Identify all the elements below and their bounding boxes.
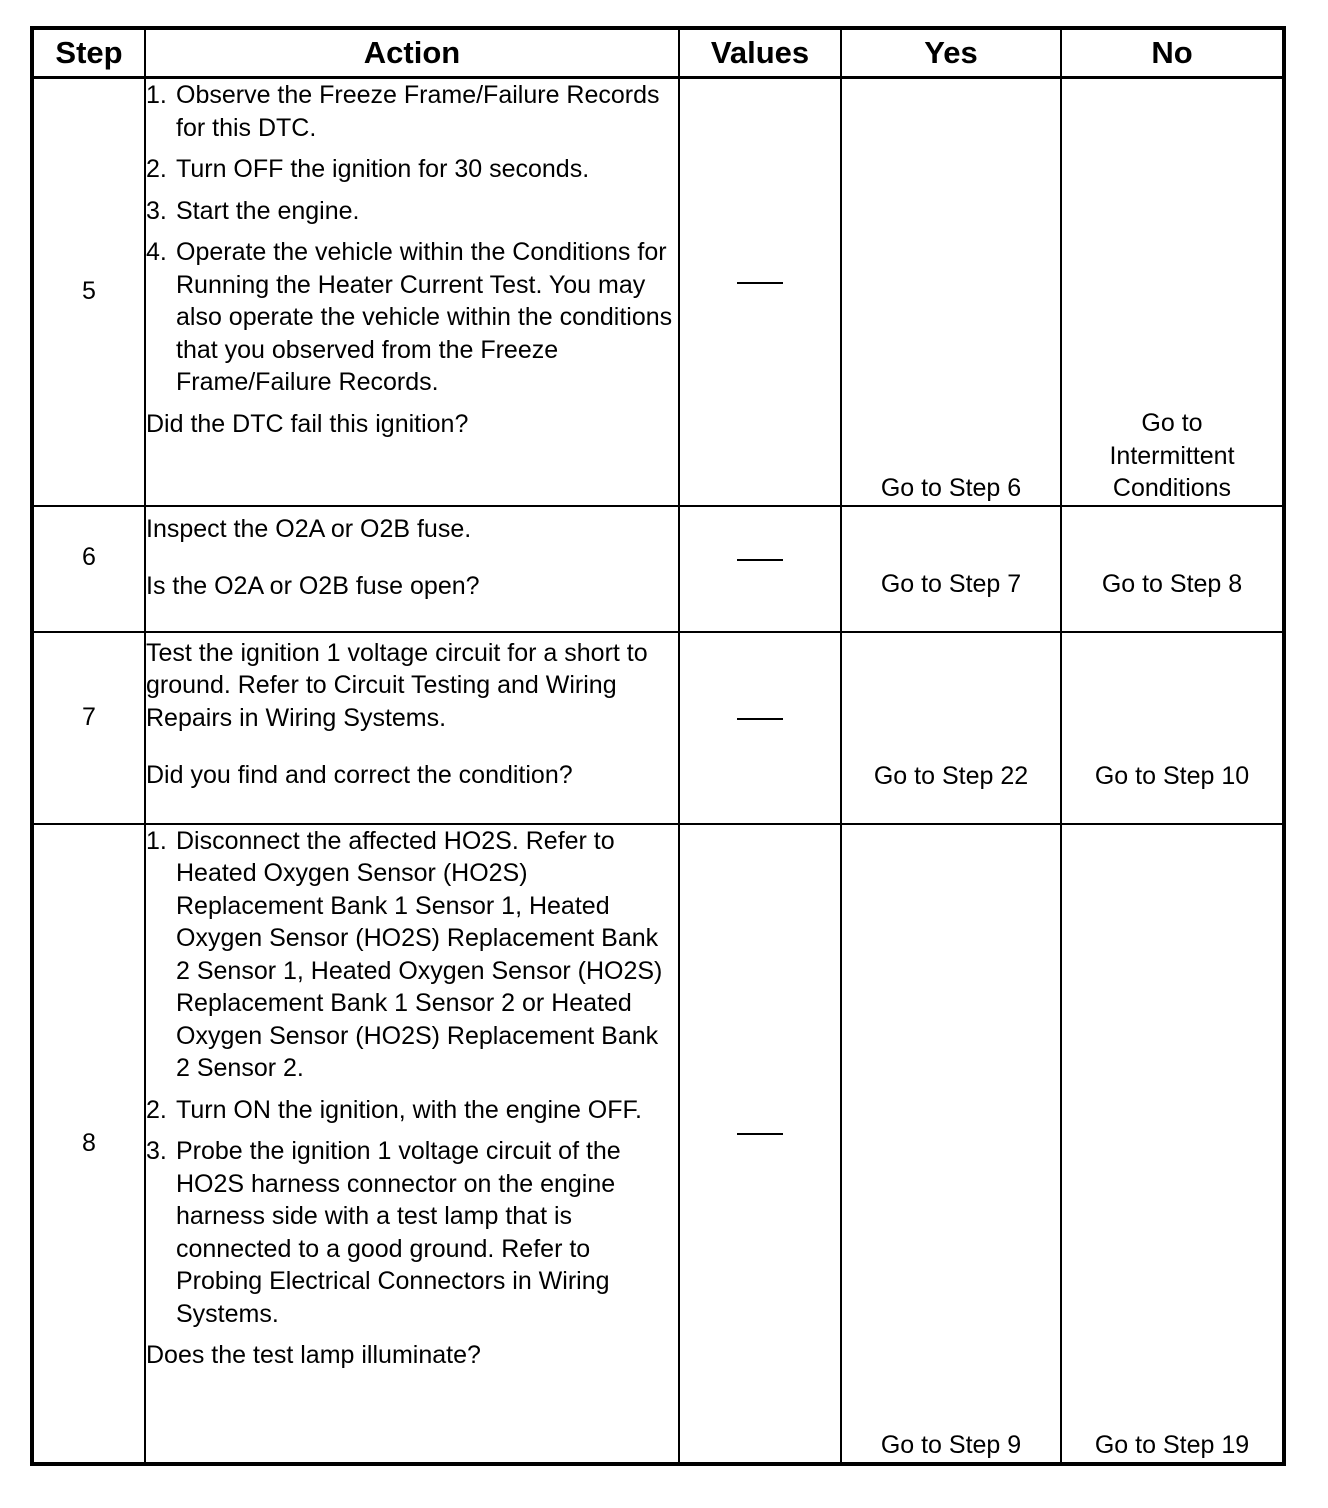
action-step	[146, 79, 678, 144]
action-step	[146, 236, 678, 399]
step-item-text: Start the engine.	[176, 196, 360, 225]
action-step	[146, 1094, 678, 1127]
step-number: 5	[32, 78, 145, 506]
table-row	[32, 78, 1284, 506]
value-cell	[679, 824, 841, 1464]
action-step	[146, 153, 678, 186]
no-cell	[1061, 78, 1284, 506]
action-cell	[145, 632, 679, 824]
value-dash	[737, 559, 783, 561]
action-step	[146, 1135, 678, 1330]
header-action: Action	[145, 28, 679, 78]
action-question: Did you find and correct the condition?	[146, 761, 573, 789]
action-question: Did the DTC fail this ignition?	[146, 409, 469, 438]
step-item-number: 2.	[146, 1095, 167, 1124]
step-item-text: Disconnect the affected HO2S. Refer to Heated Oxygen Sensor (HO2S) Replacement Bank 1 Sensor 1, Heated Oxygen Sensor (HO2S) Replacement Bank 2 Sensor 1, Heated Oxygen Sensor (HO2S) Replacement Bank 1 Sensor 2 or Heated Oxygen Sensor (HO2S) Replacement Bank 2 Sensor 2.	[176, 826, 663, 1082]
header-no: No	[1061, 28, 1284, 78]
step-item-text: Observe the Freeze Frame/Failure Records for this DTC.	[176, 81, 660, 142]
action-text: Test the ignition 1 voltage circuit for a short to ground. Refer to Circuit Testing and Wiring Repairs in Wiring Systems.	[146, 638, 648, 732]
header-row	[32, 28, 1284, 78]
value-cell	[679, 506, 841, 632]
value-cell	[679, 632, 841, 824]
step-item-number: 2.	[146, 155, 167, 183]
step-number: 8	[32, 824, 145, 1464]
step-item-text: Operate the vehicle within the Conditions for Running the Heater Current Test. You may also operate the vehicle within the conditions that you observed from the Freeze Frame/Failure Records.	[176, 238, 673, 396]
action-question: Is the O2A or O2B fuse open?	[146, 572, 480, 600]
yes-cell: Go to Step 9	[841, 824, 1061, 1464]
step-item-text: Probe the ignition 1 voltage circuit of the HO2S harness connector on the engine harness side with a test lamp that is connected to a good ground. Refer to Probing Electrical Connectors in Wiring Systems.	[176, 1137, 621, 1328]
value-dash	[737, 718, 783, 720]
value-dash	[737, 282, 783, 284]
action-steps	[146, 825, 678, 1331]
yes-cell: Go to Step 22	[841, 632, 1061, 824]
diagnostic-table	[30, 26, 1286, 1466]
action-step	[146, 825, 678, 1085]
step-number: 7	[32, 632, 145, 824]
header-step: Step	[32, 28, 145, 78]
action-text: Inspect the O2A or O2B fuse.	[146, 514, 472, 543]
action-cell	[145, 506, 679, 632]
action-cell	[145, 824, 679, 1464]
value-dash	[737, 1133, 783, 1135]
table-row	[32, 632, 1284, 824]
step-item-number: 1.	[146, 81, 167, 109]
yes-cell: Go to Step 7	[841, 506, 1061, 632]
action-step	[146, 195, 678, 228]
yes-cell: Go to Step 6	[841, 78, 1061, 506]
step-item-number: 4.	[146, 238, 167, 266]
table-row	[32, 506, 1284, 632]
action-question: Does the test lamp illuminate?	[146, 1341, 481, 1369]
step-number: 6	[32, 506, 145, 632]
table-row	[32, 824, 1284, 1464]
action-steps	[146, 79, 678, 399]
step-item-number: 3.	[146, 1137, 167, 1165]
step-item-text: Turn ON the ignition, with the engine OFF.	[176, 1095, 642, 1124]
header-values: Values	[679, 28, 841, 78]
header-yes: Yes	[841, 28, 1061, 78]
value-cell	[679, 78, 841, 506]
step-item-number: 3.	[146, 196, 167, 225]
no-cell: Go to Step 8	[1061, 506, 1284, 632]
step-item-text: Turn OFF the ignition for 30 seconds.	[176, 155, 590, 183]
no-cell: Go to Step 10	[1061, 632, 1284, 824]
action-cell	[145, 78, 679, 506]
step-item-number: 1.	[146, 826, 167, 855]
no-cell: Go to Step 19	[1061, 824, 1284, 1464]
no-cell-text: Go to Intermittent Conditions	[1109, 409, 1235, 502]
